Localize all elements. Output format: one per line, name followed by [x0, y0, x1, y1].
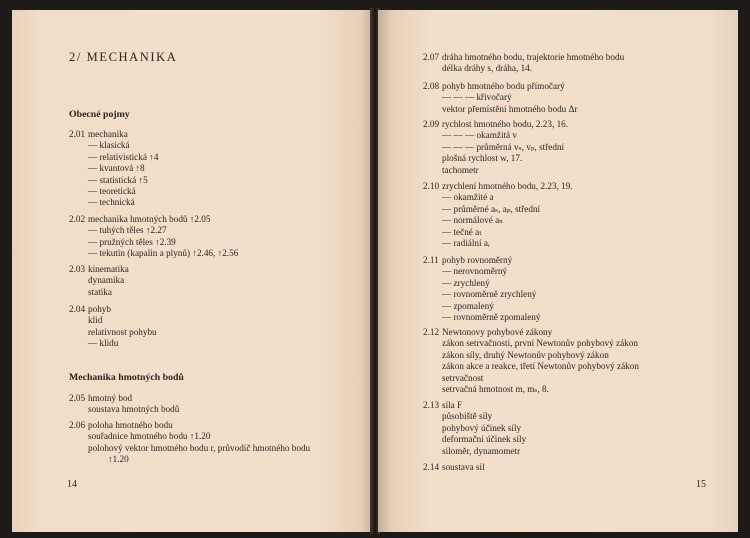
entry-line: — okamžité a	[442, 192, 494, 203]
entry-number: 2.03	[69, 264, 86, 274]
entry-number: 2.08	[423, 81, 440, 91]
entry-line: zákon akce a reakce, třetí Newtonův pohybový zákon	[442, 361, 639, 372]
entry-line: soustava sil	[442, 462, 485, 472]
entry-line: — kvantová ↑8	[88, 163, 145, 174]
entry-number: 2.10	[423, 181, 440, 191]
entry-line: poloha hmotného bodu	[88, 420, 173, 430]
entry-line: — pružných těles ↑2.39	[88, 236, 176, 247]
entry-line: Newtonovy pohybové zákony	[442, 327, 553, 337]
entry-line: kinematika	[88, 264, 129, 274]
entry-number: 2.04	[69, 304, 86, 314]
left-page	[12, 10, 372, 532]
entry-line: — — — průměrná vₛ, vₚ, střední	[442, 141, 565, 152]
right-page	[378, 10, 738, 532]
entry-line: zákon setrvačnosti, první Newtonův pohybový zákon	[442, 338, 638, 349]
entry-line: hmotný bod	[88, 393, 133, 403]
entry-line: mechanika	[88, 129, 128, 139]
entry-line: soustava hmotných bodů	[88, 404, 180, 415]
entry-number: 2.12	[423, 327, 440, 337]
entry-line: — — — okamžitá v	[442, 130, 518, 141]
entry-number: 2.11	[423, 255, 439, 265]
entry-line: klid	[88, 315, 103, 326]
entry-line: pohybový účinek síly	[442, 422, 522, 433]
entry-line: plošná rychlost w, 17.	[442, 153, 523, 164]
entry-number: 2.13	[423, 400, 440, 410]
entry-line: rychlost hmotného bodu, 2.23, 16.	[442, 119, 569, 129]
entry-line: — zpomalený	[442, 300, 494, 311]
entry-number: 2.01	[69, 129, 86, 139]
entry-line: tachometr	[442, 164, 479, 175]
entry-line: — průměrné aₛ, aₚ, střední	[442, 203, 541, 214]
entry-line: pohyb	[88, 304, 111, 314]
entry-line: — statistická ↑5	[88, 174, 148, 185]
entry-line: působiště síly	[442, 411, 493, 422]
entry-line: mechanika hmotných bodů ↑2.05	[88, 214, 211, 224]
entry-number: 2.07	[423, 52, 440, 62]
page-number: 14	[67, 479, 77, 490]
entry-line: — tuhých těles ↑2.27	[88, 225, 167, 236]
entry-line: — normálové aₙ	[442, 215, 504, 226]
entry-line: — — — křivočarý	[442, 92, 512, 103]
entry-line: — radiální aᵣ	[442, 238, 491, 249]
entry-number: 2.14	[423, 462, 440, 472]
entry-line: síla F	[442, 400, 463, 410]
entry-line: statika	[88, 286, 112, 297]
entry-line: vektor přemístění hmotného bodu Δr	[442, 103, 578, 114]
entry-line: — klasická	[88, 140, 130, 151]
entry-line: — relativistická ↑4	[88, 151, 159, 162]
entry-number: 2.09	[423, 119, 440, 129]
entry-line: — rovnoměrně zrychlený	[442, 289, 537, 300]
entry-line: zrychlení hmotného bodu, 2.23, 19.	[442, 181, 573, 191]
entry-line: — rovnoměrně zpomalený	[442, 312, 541, 323]
entry-line: délka dráhy s, dráha, 14.	[442, 63, 533, 74]
entry-line: dráha hmotného bodu, trajektorie hmotného bodu	[442, 52, 625, 62]
entry-line: — tekutin (kapalin a plynů) ↑2.46, ↑2.56	[88, 248, 239, 259]
entry-line: pohyb hmotného bodu přímočarý	[442, 81, 565, 91]
entry-line: souřadnice hmotného bodu ↑1.20	[88, 431, 211, 442]
entry-line: pohyb rovnoměrný	[442, 255, 513, 265]
section-heading: Mechanika hmotných bodů	[69, 372, 184, 383]
entry-line: — zrychlený	[442, 277, 490, 288]
entry-line: deformační účinek síly	[442, 434, 527, 445]
entry-number: 2.02	[69, 214, 86, 224]
entry-line: relativnost pohybu	[88, 326, 157, 337]
entry-line: — klidu	[88, 338, 119, 349]
entry-line: dynamika	[88, 275, 125, 286]
entry-line: polohový vektor hmotného bodu r, průvodič hmotného bodu	[88, 442, 311, 453]
chapter-title: 2/ MECHANIKA	[69, 50, 178, 64]
entry-line: ↑1.20	[108, 454, 129, 465]
entry-line: siloměr, dynamometr	[442, 445, 521, 456]
entry-number: 2.05	[69, 393, 86, 403]
page-number: 15	[696, 479, 706, 490]
entry-line: zákon síly, druhý Newtonův pohybový zákon	[442, 349, 609, 360]
entry-line: — tečné aₜ	[442, 226, 482, 237]
entry-line: — nerovnoměrný	[442, 266, 508, 277]
entry-line: setrvačná hmotnost m, mₛ, 8.	[442, 384, 549, 395]
entry-line: — teoretická	[88, 186, 136, 197]
section-heading: Obecné pojmy	[69, 109, 130, 120]
entry-line: setrvačnost	[442, 372, 484, 383]
entry-line: — technická	[88, 197, 135, 208]
entry-number: 2.06	[69, 420, 86, 430]
